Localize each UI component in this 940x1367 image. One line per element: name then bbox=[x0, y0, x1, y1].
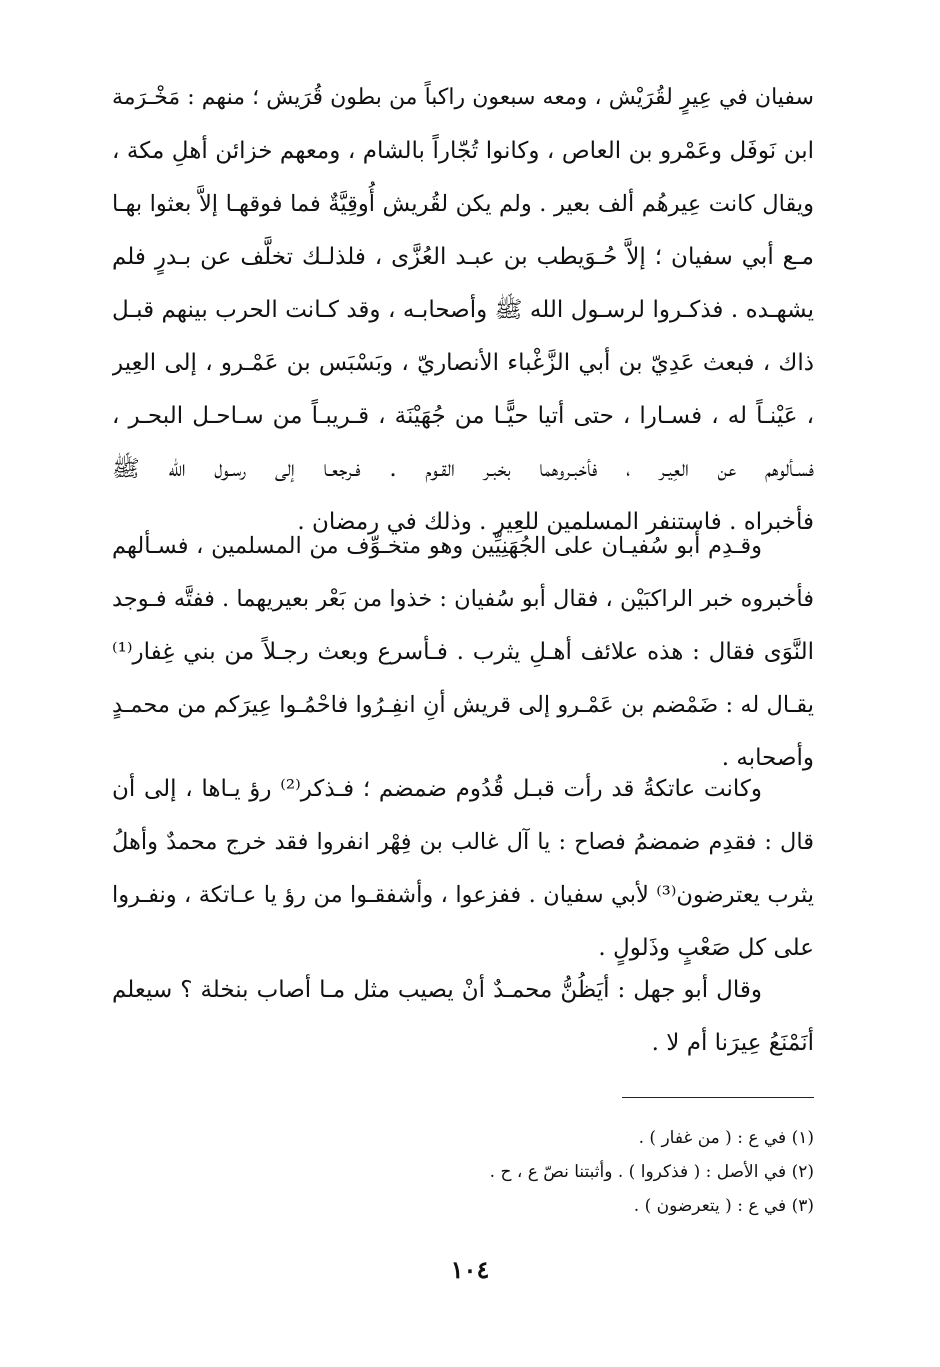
text-line: ويقال كانت عِيرهُم ألف بعير . ولم يكن لقُريش أُوقِيَّةٌ فما فوقهـا إلاَّ بعثوا بهـا bbox=[112, 191, 814, 217]
text-line: أنَمْنَعُ عِيرَنا أم لا . bbox=[651, 1030, 814, 1056]
text-line: مـع أبي سفيان ؛ إلاَّ حُـوَيطب بن عبـد العُزَّى ، فلذلـك تخلَّف عن بـدرٍ فلم bbox=[112, 244, 814, 270]
text-line: وقال أبو جهل : أيَظُنُّ محمـدٌ أنْ يصيب مثل مـا أصاب بنخلة ؟ سيعلم bbox=[112, 977, 762, 1003]
text-line: وقـدِم أبو سُفيـان على الجُهَنِيِّين وهو متخـوِّف من المسلمين ، فسـألهم bbox=[112, 533, 762, 559]
text-line: النَّوَى فقال : هذه علائف أهـلِ يثرب . فـأسرع وبعث رجـلاً من بني غِفار⁽¹⁾ bbox=[112, 639, 814, 665]
footnote-2: (٢) في الأصل : ( فذكروا ) . وأثبتنا نصّ ع ، ح . bbox=[489, 1162, 814, 1182]
footnote-3: (٣) في ع : ( يتعرضون ) . bbox=[633, 1196, 814, 1216]
text-line: قال : فقدِم ضمضمُ فصاح : يا آل غالب بن فِهْر انفروا فقد خرج محمدٌ وأهلُ bbox=[112, 829, 814, 855]
footnote-1: (١) في ع : ( من غفار ) . bbox=[638, 1128, 814, 1148]
page-number: ١٠٤ bbox=[450, 1255, 490, 1284]
text-line: وأصحابه . bbox=[721, 745, 814, 771]
text-line: فأخبروه خبر الراكبَيْن ، فقال أبو سُفيان : خذوا من بَعْر بعيريهما . ففتَّه فـوجد bbox=[112, 586, 814, 612]
text-line: سفيان في عِيرٍ لقُرَيْش ، ومعه سبعون راكباً من بطون قُرَيش ؛ منهم : مَخْـرَمة bbox=[112, 85, 814, 110]
text-line: ابن نَوفَل وعَمْرو بن العاص ، وكانوا تُجّاراً بالشام ، ومعهم خزائن أهلِ مكة ، bbox=[112, 138, 814, 164]
text-line: وكانت عاتكةُ قد رأت قبـل قُدُوم ضمضم ؛ فـذكر⁽²⁾ رؤ يـاها ، إلى أن bbox=[112, 776, 762, 802]
text-line: على كل صَعْبٍ وذَلولٍ . bbox=[598, 935, 814, 961]
text-line: يقـال له : ضَمْضم بن عَمْـرو إلى قريش أنِ انفِـرُوا فاحْمُـوا عِيرَكم من محمـدٍ bbox=[112, 692, 814, 718]
text-line: ، عَيْنـاً له ، فسـارا ، حتى أتيا حيًّـا من جُهَيْنَة ، قـريبـاً من سـاحـل البحـر ، bbox=[112, 403, 814, 429]
text-line: فأخبراه . فاستنفر المسلمين للعِير . وذلك في رمضان . bbox=[297, 509, 814, 535]
text-line: فسـألوهم عن العِيـر ، فأخبـروهما بخبـر القـوم . فـرجعـا إلى رسـول الله ﷺ bbox=[112, 456, 814, 482]
text-line: يثرب يعترضون⁽³⁾ لأبي سفيان . ففزعوا ، وأشفقـوا من رؤ يا عـاتكة ، ونفـروا bbox=[112, 882, 814, 908]
text-line: ذاك ، فبعث عَدِيّ بن أبي الزَّغْباء الأنصاريّ ، وبَسْبَس بن عَمْـرو ، إلى العِير bbox=[112, 350, 814, 376]
footnote-separator bbox=[622, 1097, 814, 1098]
text-line: يشهـده . فذكـروا لرسـول الله ﷺ وأصحابـه ، وقد كـانت الحرب بينهم قبـل bbox=[112, 297, 814, 323]
